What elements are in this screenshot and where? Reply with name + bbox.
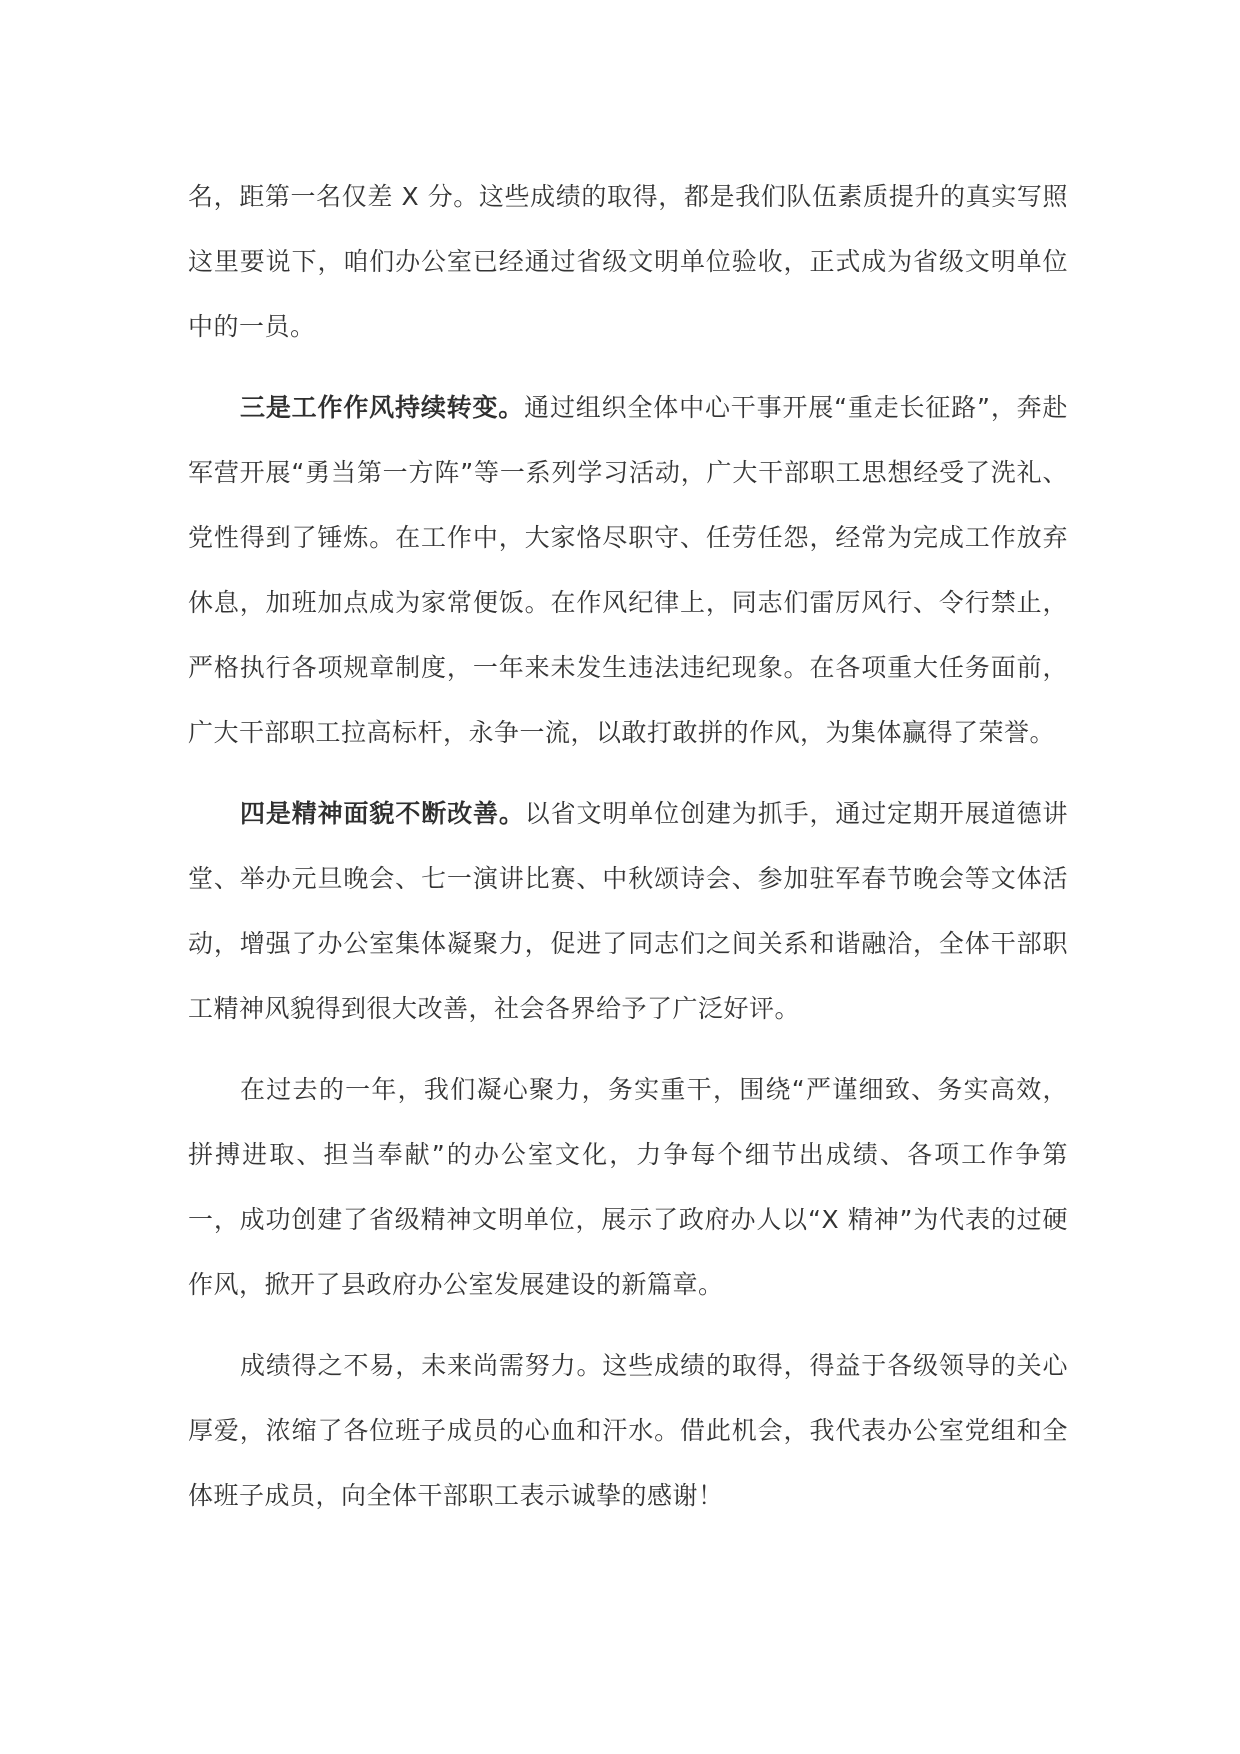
paragraph-work-style — [188, 375, 1068, 765]
paragraph-text: 以省文明单位创建为抓手，通过定期开展道德讲堂、举办元旦晚会、七一演讲比赛、中秋颂诗会、参加驻军春节晚会等文体活动，增强了办公室集体凝聚力，促进了同志们之间关系和谐融洽，全体干部职工精神风貌得到很大改善，社会各界给予了广泛好评。 — [188, 799, 1068, 1023]
paragraph-summary — [188, 1057, 1068, 1317]
paragraph-thanks — [188, 1333, 1068, 1528]
paragraph-text: 在过去的一年，我们凝心聚力，务实重干，围绕“严谨细致、务实高效，拼搏进取、担当奉献”的办公室文化，力争每个细节出成绩、各项工作争第一，成功创建了省级精神文明单位，展示了政府办人以“X 精神”为代表的过硬作风，掀开了县政府办公室发展建设的新篇章。 — [188, 1075, 1068, 1299]
paragraph-text: 通过组织全体中心干事开展“重走长征路”，奔赴军营开展“勇当第一方阵”等一系列学习活动，广大干部职工思想经受了洗礼、党性得到了锤炼。在工作中，大家恪尽职守、任劳任怨，经常为完成工作放弃休息，加班加点成为家常便饭。在作风纪律上，同志们雷厉风行、令行禁止，严格执行各项规章制度，一年来未发生违法违纪现象。在各项重大任务面前，广大干部职工拉高标杆，永争一流，以敢打敢拼的作风，为集体赢得了荣誉。 — [188, 393, 1068, 747]
paragraph-text: 成绩得之不易，未来尚需努力。这些成绩的取得，得益于各级领导的关心厚爱，浓缩了各位班子成员的心血和汗水。借此机会，我代表办公室党组和全体班子成员，向全体干部职工表示诚挚的感谢！ — [188, 1351, 1068, 1510]
paragraph-continuation — [188, 164, 1068, 359]
paragraph-heading: 四是精神面貌不断改善。 — [240, 799, 525, 828]
paragraph-heading: 三是工作作风持续转变。 — [240, 393, 525, 422]
paragraph-spirit — [188, 781, 1068, 1041]
document-body — [188, 164, 1068, 1528]
paragraph-text: 名，距第一名仅差 X 分。这些成绩的取得，都是我们队伍素质提升的真实写照这里要说下，咱们办公室已经通过省级文明单位验收，正式成为省级文明单位中的一员。 — [188, 182, 1068, 341]
